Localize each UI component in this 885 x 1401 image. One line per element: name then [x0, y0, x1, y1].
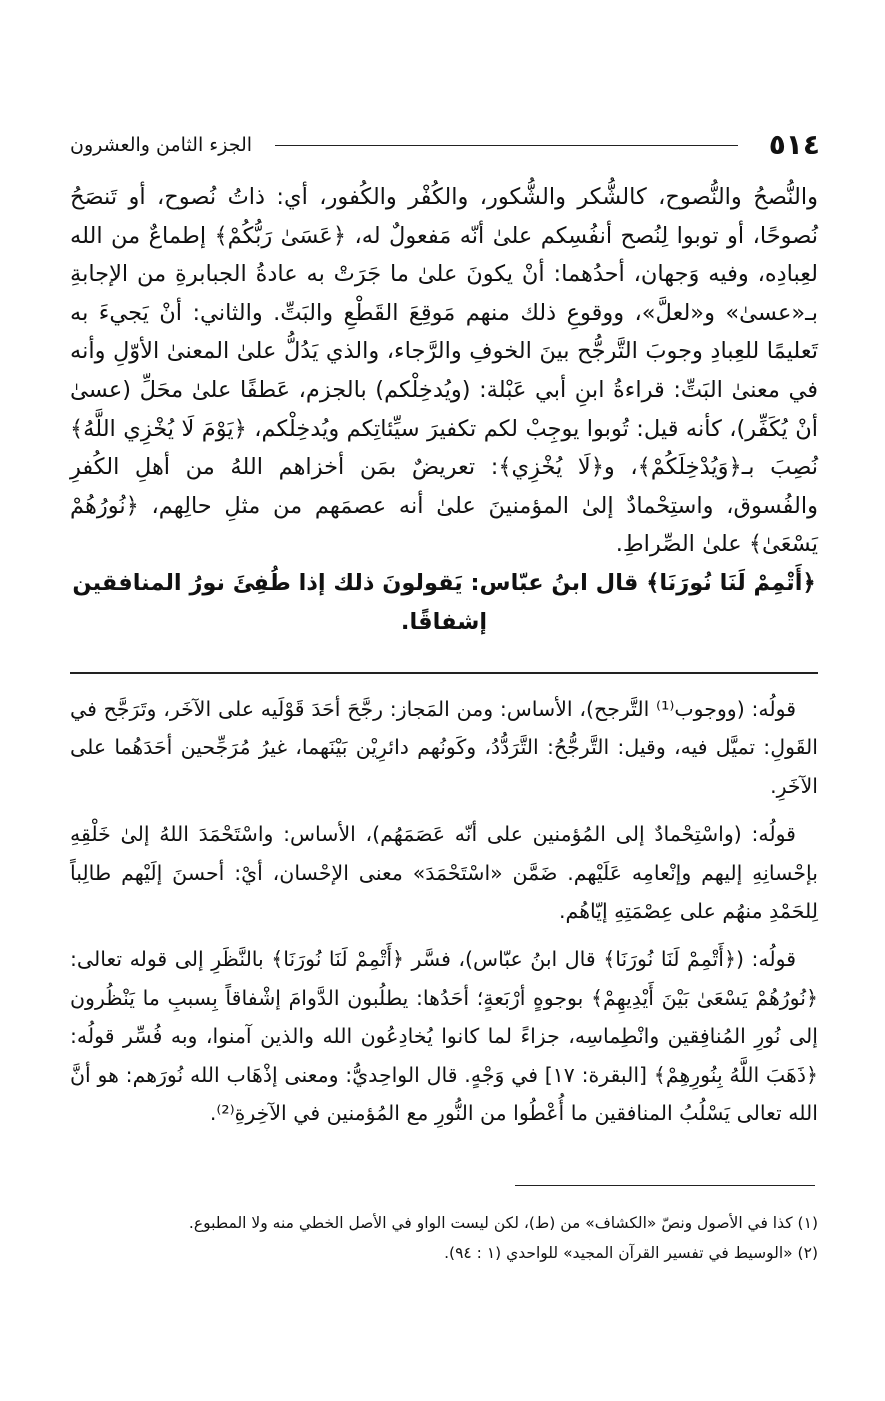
- section-divider: [70, 672, 818, 674]
- footnote: (١) كذا في الأصول ونصّ «الكشاف» من (ط)، لكن ليست الواو في الأصل الخطي منه ولا المطبوع.: [188, 1214, 818, 1232]
- header-rule: [275, 145, 738, 146]
- commentary-paragraph: قولُه: (ووجوب⁽¹⁾ التَّرجح)، الأساس: ومن المَجاز: رجَّحَ أحَدَ قَوْلَيه على الآخَر، وتَرَجَّح في القَولِ: تميَّل فيه، وقيل: التَّرجُّحُ: التَّرَدُّدُ، وكَونُهم دائرِيْن بَيْنَهما، غيرُ مُرَجِّحين أحَدَهُما على الآخَرِ.: [70, 697, 818, 798]
- commentary-paragraph: قولُه: (﴿أَتْمِمْ لَنَا نُورَنَا﴾ قال ابنُ عبّاس)، فسَّر ﴿أَتْمِمْ لَنَا نُورَنَا﴾ بالنَّظَرِ إلى قوله تعالى: ﴿نُورُهُمْ يَسْعَىٰ بَيْنَ أَيْدِيهِمْ﴾ بوجوهٍ أرْبَعةٍ؛ أحَدُها: يطلُبون الدَّوامَ إشْفاقاً بِسببِ ما يَنْظُرون إلى نُورِ المُنافِقين وانْطِماسِه، جزاءً لما كانوا يُخادِعُون الله والذين آمنوا، وبه فُسِّر قولُه: ﴿ذَهَبَ اللَّهُ بِنُورِهِمْ﴾ [البقرة: ١٧] في وَجْهٍ. قال الواحِديُّ: ومعنى إذْهَاب الله نُورَهم: هو أنَّ الله تعالى يَسْلُبُ المنافقين ما أُعْطُوا من النُّورِ مع المُؤمنين في الآخِرةِ⁽²⁾.: [70, 947, 818, 1126]
- page-number: ٥١٤: [768, 128, 820, 161]
- commentary: [70, 690, 818, 1142]
- footnote-rule: [515, 1185, 815, 1186]
- main-text: [70, 178, 818, 641]
- footnotes: [70, 1208, 818, 1268]
- main-paragraph: والنُّصحُ والنُّصوح، كالشُّكر والشُّكور، والكُفْر والكُفور، أي: ذاتُ نُصوح، أو تَنصَحُ نُصوحًا، أو توبوا لِنُصح أنفُسِكم علىٰ أنّه مَفعولٌ له، ﴿عَسَىٰ رَبُّكُمْ﴾ إطماعٌ من الله لعِبادِه، وفيه وَجهان، أحدُهما: أنْ يكونَ علىٰ ما جَرَتْ به عادةُ الجبابرةِ من الإجابةِ بـ«عسىٰ» و«لعلَّ»، ووقوعِ ذلك منهم مَوقِعَ القَطْعِ والبَتِّ. والثاني: أنْ يَجيءَ به تَعليمًا للعِبادِ وجوبَ التَّرجُّح بينَ الخوفِ والرَّجاء، والذي يَدُلُّ علىٰ المعنىٰ الأوّلِ وأنه في معنىٰ البَتِّ: قراءةُ ابنِ أبي عَبْلة: (ويُدخِلْكم) بالجزم، عَطفًا علىٰ محَلِّ (عسىٰ أنْ يُكَفِّر)، كأنه قيل: تُوبوا يوجِبْ لكم تكفيرَ سيِّئاتِكم ويُدخِلْكم، ﴿يَوْمَ لَا يُخْزِي اللَّهُ﴾ نُصِبَ بـ﴿وَيُدْخِلَكُمْ﴾، و﴿لَا يُخْزِي﴾: تعريضٌ بمَن أخزاهم اللهُ من أهلِ الكُفرِ والفُسوق، واستِحْمادٌ إلىٰ المؤمنينَ علىٰ أنه عصمَهم من مثلِ حالِهم، ﴿نُورُهُمْ يَسْعَىٰ﴾ علىٰ الصِّراطِ.: [70, 184, 818, 558]
- footnote: (٢) «الوسيط في تفسير القرآن المجيد» للواحدي (١ : ٩٤).: [444, 1244, 818, 1262]
- main-centered-line: ﴿أَتْمِمْ لَنَا نُورَنَا﴾ قال ابنُ عبّاس: يَقولونَ ذلك إذا طُفِئَ نورُ المنافقين إشفاقًا.: [72, 569, 816, 635]
- page-header: [70, 125, 820, 165]
- commentary-paragraph: قولُه: (واسْتِحْمادٌ إلى المُؤمنين على أنّه عَصَمَهُم)، الأساس: واسْتَحْمَدَ اللهُ إلىٰ خَلْقِهِ بإحْسانِهِ إليهم وإنْعامِه عَلَيْهم. ضَمَّن «اسْتَحْمَدَ» معنى الإحْسان، أيْ: أحسنَ إلَيْهم طالِباً لِلحَمْدِ منهُم على عِصْمَتِهِ إيّاهُم.: [70, 822, 818, 924]
- running-head: الجزء الثامن والعشرون: [70, 134, 253, 156]
